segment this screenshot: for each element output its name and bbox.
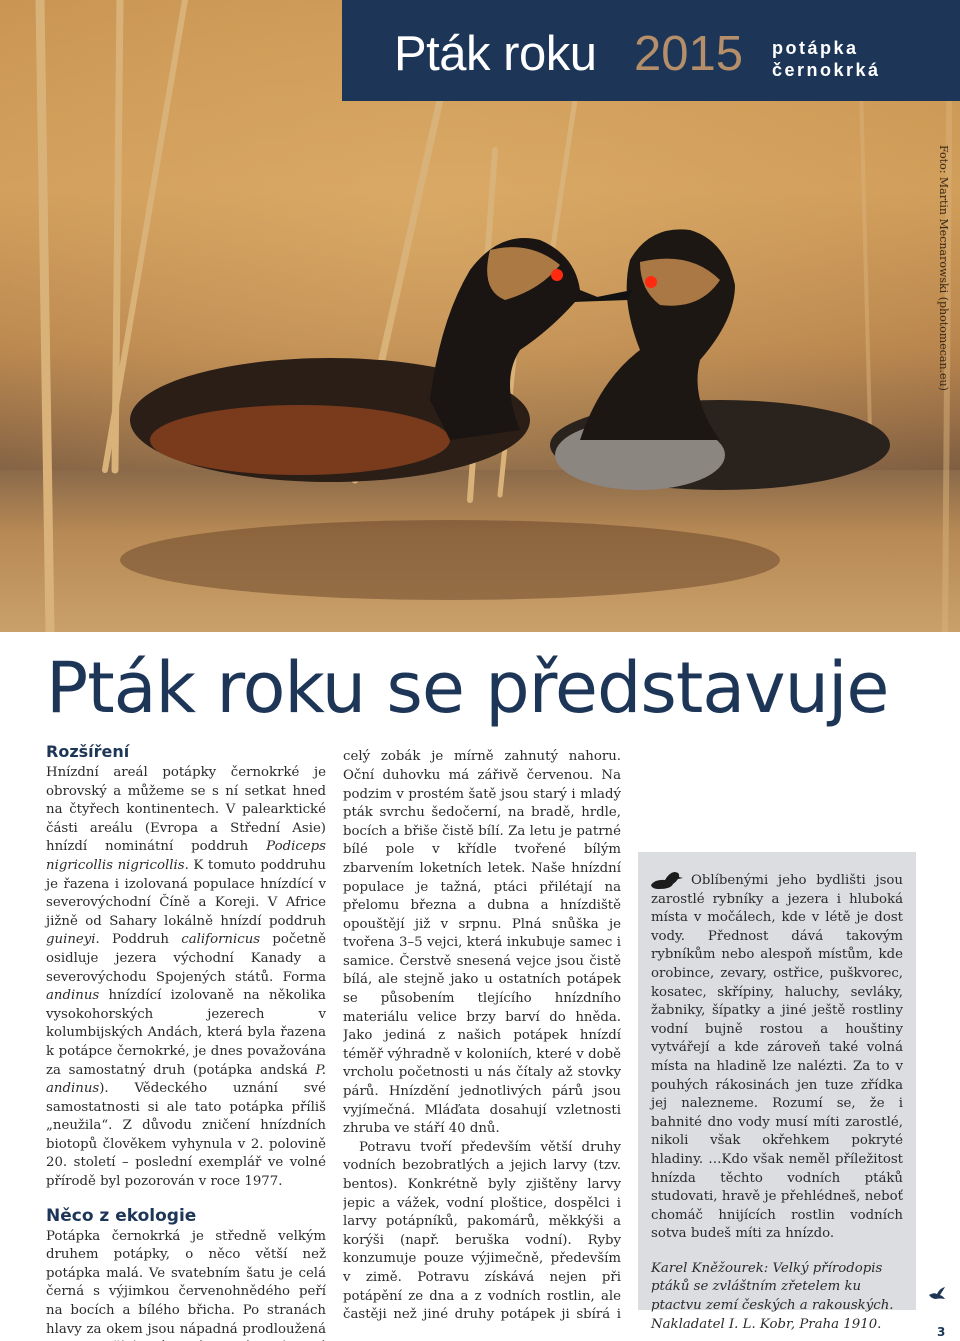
- banner-title: Pták roku: [394, 27, 597, 81]
- banner-subtitle-2: černokrká: [772, 60, 881, 80]
- photo-credit: Foto: Martin Mecnarowski (photomecan.eu): [937, 145, 950, 391]
- box-text: [651, 872, 903, 1334]
- page-number: 3: [937, 1325, 946, 1339]
- paragraph-ekologie-1: Potápka černokrká je středně velkým druhem potápky, o něco větší než potápka malá. Ve svatebním šatu je celá černá s výjimkou červenohnědého peří na bocích a bílého břicha. Po stranách hlavy za okem jsou nápadná prodloužená: [46, 1228, 326, 1337]
- quote-box: [638, 852, 916, 1332]
- banner-year: 2015: [634, 27, 744, 81]
- paragraph-potrava: Potravu tvoří především větší druhy vodních bezobratlých a jejich larvy (tzv. bentos). Konkrétně byly zjištěny larvy jepic a vážek, vodní ploštice, dospělci i larvy potápníků, pakomárů, měkkýši a korýši (např. beruška vodní). Ryby konzumuje pouze výjimečně, především v zimě. Potravu získává nejen při potápění ze dna a z vodních rostlin, ale častěji než jiné druhy potápek ji sbírá i: [343, 1139, 621, 1322]
- section-heading-rozsireni: Rozšíření: [46, 742, 130, 761]
- paragraph-rozsireni: Hnízdní areál potápky černokrké je obrovský a můžeme se s ní setkat hned na čtyřech kontinentech. V palearktické části areálu (Evropa a Střední Asie) hnízdí nominátní poddruh Podiceps nigricollis nigricollis. K tomuto poddruhu je řazena i izolovaná populace hnízdící v severovýchodní Číně a Koreji. V Africe jižně od Sahary lokálně hnízdí poddruh guineyi. Poddruh californicus početně osidluje jezera východní Kanady a severovýchodu Spojených států. Forma andinus hnízdící izolovaně na několika vysokohorských jezerech v kolumbijských Andách, která byla řazena k potápce černokrké, je dnes považována za samostatný druh (potápka andská P. andinus). Vědeckého uznání své samostatnosti si ale tato potápka příliš „neužila“. Z důvodu zničení hnízdních biotopů člověkem vyhynula v 2. polovině 20. století – poslední exemplář ve volné přírodě byl pozorován v roce 1977.: [46, 765, 326, 1190]
- column-2: [343, 748, 621, 1322]
- column-1: [46, 742, 326, 1341]
- box-citation: Karel Kněžourek: Velký přírodopis ptáků se zvláštním zřetelem ku ptactvu zemí českých a rakouských. Nakladatel I. L. Kobr, Praha 1910.: [651, 1260, 894, 1332]
- paragraph-ekologie-1-cont: celý zobák je mírně zahnutý nahoru. Oční duhovku má zářivě červenou. Na podzim v prostém šatě jsou starý i mladý pták svrchu šedočerní, na bradě, hrdle, bocích a břiše čistě bílí. Za letu je patrné bílé pole v křídle tvořené bílým zbarvením loketních letek. Naše hnízdní populace je tažná, ptáci přilétají na přelomu března a dubna a hnízdiště opouštějí již v srpnu. Plná snůška je tvořena 3–5 vejci, která inkubuje samec i samice. Čerstvě snesená vejce jsou čistě bílá, ale stejně jako u ostatních potápek se působením tlejícího hnízdního materiálu velice brzy barví do hněda. Jako jediná z našich potápek hnízdí téměř výhradně v koloniích, které v době vrcholu početnosti u nás čítaly až stovky párů. Hnízdění jednotlivých párů jsou vyjímečná. Mláďata dosahují vzletnosti zhruba ve stáří 40 dnů.: [343, 749, 621, 1137]
- banner-subtitle-1: potápka: [772, 38, 859, 58]
- box-paragraph: Oblíbenými jeho bydlišti jsou zarostlé rybníky a jezera i hluboká místa v močálech, kde v létě je dost vody. Přednost dává takovým rybníkům nebo alespoň místům, kde orobince, zevary, ostřice, puškvorec, kosatec, skřípiny, haluchy, sevláky, žabniky, šípatky a jiné ještě rostliny vodní bujně rostou a houštiny vytvářejí a kde zároveň také volná místa na hladině lze nalézti. Za to v pouhých rákosinách jen tuze zřídka jej nalezneme. Rozumí se, že i bahnité dno vody musí míti zarostlé, nikoli však okřehkem pokryté hladiny. …Kdo však neměl příležitost hnízda těchto vodních ptáků studovati, hravě je přehlédneš, neboť chomáč hnijících rostlin vodních sotva budeš míti za hnízdo.: [651, 873, 903, 1242]
- title-banner: [342, 0, 960, 101]
- column-3: [637, 748, 915, 841]
- page-headline: Pták roku se představuje: [46, 647, 889, 729]
- bird-icon: [928, 1286, 946, 1302]
- section-heading-ekologie: Něco z ekologie: [46, 1205, 197, 1226]
